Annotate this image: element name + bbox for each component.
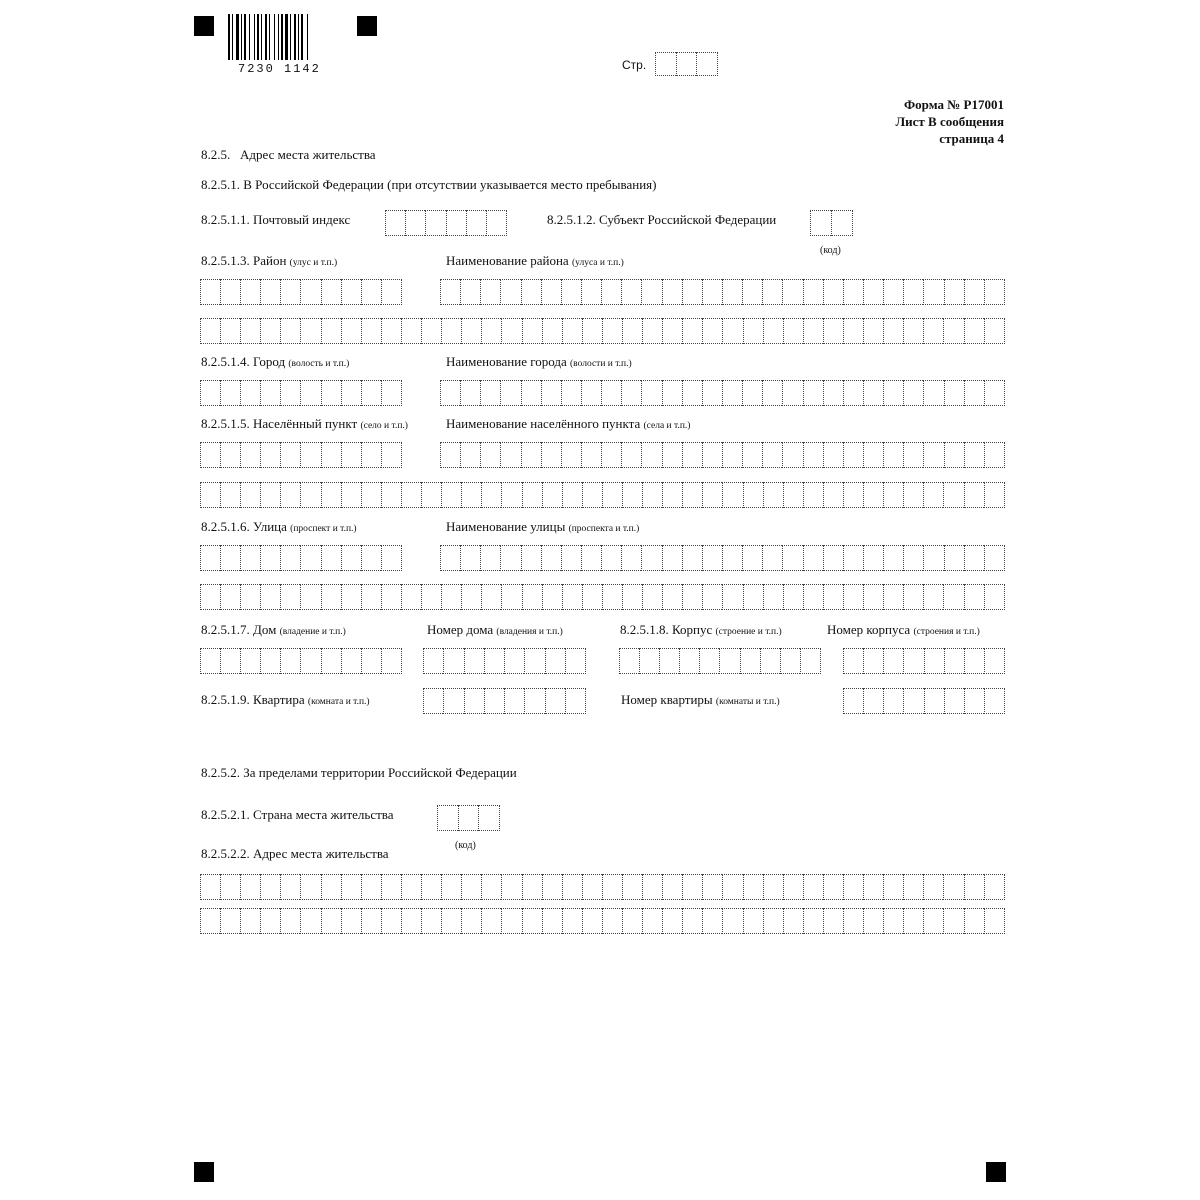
apartment-number-field[interactable] — [843, 688, 1005, 714]
district-name-field-row1[interactable] — [440, 279, 1005, 305]
subject-code-note: (код) — [820, 245, 841, 256]
house-label: 8.2.5.1.7. Дом (владение и т.п.) — [201, 622, 346, 637]
city-type-field[interactable] — [200, 380, 402, 406]
street-label: 8.2.5.1.6. Улица (проспект и т.п.) — [201, 519, 357, 534]
district-type-field[interactable] — [200, 279, 402, 305]
city-name-field[interactable] — [440, 380, 1005, 406]
subject-code-field[interactable] — [810, 210, 853, 236]
barcode-number: 7230 1142 — [238, 62, 321, 76]
house-number-label: Номер дома (владения и т.п.) — [427, 622, 563, 637]
postal-index-field[interactable] — [385, 210, 507, 236]
subsection-title-rf: 8.2.5.1. В Российской Федерации (при отсутствии указывается место пребывания) — [201, 177, 657, 192]
street-name-field-row2[interactable] — [200, 584, 1005, 610]
apartment-label: 8.2.5.1.9. Квартира (комната и т.п.) — [201, 692, 370, 707]
building-label: 8.2.5.1.8. Корпус (строение и т.п.) — [620, 622, 782, 637]
settlement-name-field-row2[interactable] — [200, 482, 1005, 508]
form-title: Форма № Р17001 — [904, 97, 1004, 112]
section-title: 8.2.5. Адрес места жительства — [201, 147, 376, 162]
city-name-label: Наименование города (волости и т.п.) — [446, 354, 632, 369]
street-type-field[interactable] — [200, 545, 402, 571]
sheet-page-title: страница 4 — [939, 131, 1004, 146]
city-label: 8.2.5.1.4. Город (волость и т.п.) — [201, 354, 350, 369]
country-code-note: (код) — [455, 840, 476, 851]
page-label: Стр. — [622, 58, 647, 72]
subject-label: 8.2.5.1.2. Субъект Российской Федерации — [547, 212, 777, 227]
foreign-section-title: 8.2.5.2. За пределами территории Российской Федерации — [201, 765, 517, 780]
apartment-number-label: Номер квартиры (комнаты и т.п.) — [621, 692, 780, 707]
district-name-field-row2[interactable] — [200, 318, 1005, 344]
barcode — [228, 14, 348, 60]
page-number-field[interactable] — [655, 52, 718, 76]
foreign-address-field-row1[interactable] — [200, 874, 1005, 900]
settlement-name-label: Наименование населённого пункта (села и т.п.) — [446, 416, 691, 431]
foreign-address-field-row2[interactable] — [200, 908, 1005, 934]
building-number-field[interactable] — [843, 648, 1005, 674]
foreign-address-label: 8.2.5.2.2. Адрес места жительства — [201, 846, 389, 861]
settlement-name-field-row1[interactable] — [440, 442, 1005, 468]
corner-marker-bottom-right — [986, 1162, 1006, 1182]
corner-marker-bottom-left — [194, 1162, 214, 1182]
settlement-label: 8.2.5.1.5. Населённый пункт (село и т.п.) — [201, 416, 408, 431]
building-number-label: Номер корпуса (строения и т.п.) — [827, 622, 980, 637]
corner-marker-top-right — [357, 16, 377, 36]
postal-index-label: 8.2.5.1.1. Почтовый индекс — [201, 212, 351, 227]
apartment-type-field[interactable] — [423, 688, 586, 714]
building-type-field[interactable] — [619, 648, 821, 674]
street-name-field-row1[interactable] — [440, 545, 1005, 571]
street-name-label: Наименование улицы (проспекта и т.п.) — [446, 519, 640, 534]
sheet-title: Лист В сообщения — [895, 114, 1004, 129]
country-label: 8.2.5.2.1. Страна места жительства — [201, 807, 394, 822]
settlement-type-field[interactable] — [200, 442, 402, 468]
corner-marker-top-left — [194, 16, 214, 36]
form-header — [895, 96, 1004, 147]
house-type-field[interactable] — [200, 648, 402, 674]
house-number-field[interactable] — [423, 648, 586, 674]
country-code-field[interactable] — [437, 805, 500, 831]
district-label: 8.2.5.1.3. Район (улус и т.п.) — [201, 253, 338, 268]
district-name-label: Наименование района (улуса и т.п.) — [446, 253, 624, 268]
